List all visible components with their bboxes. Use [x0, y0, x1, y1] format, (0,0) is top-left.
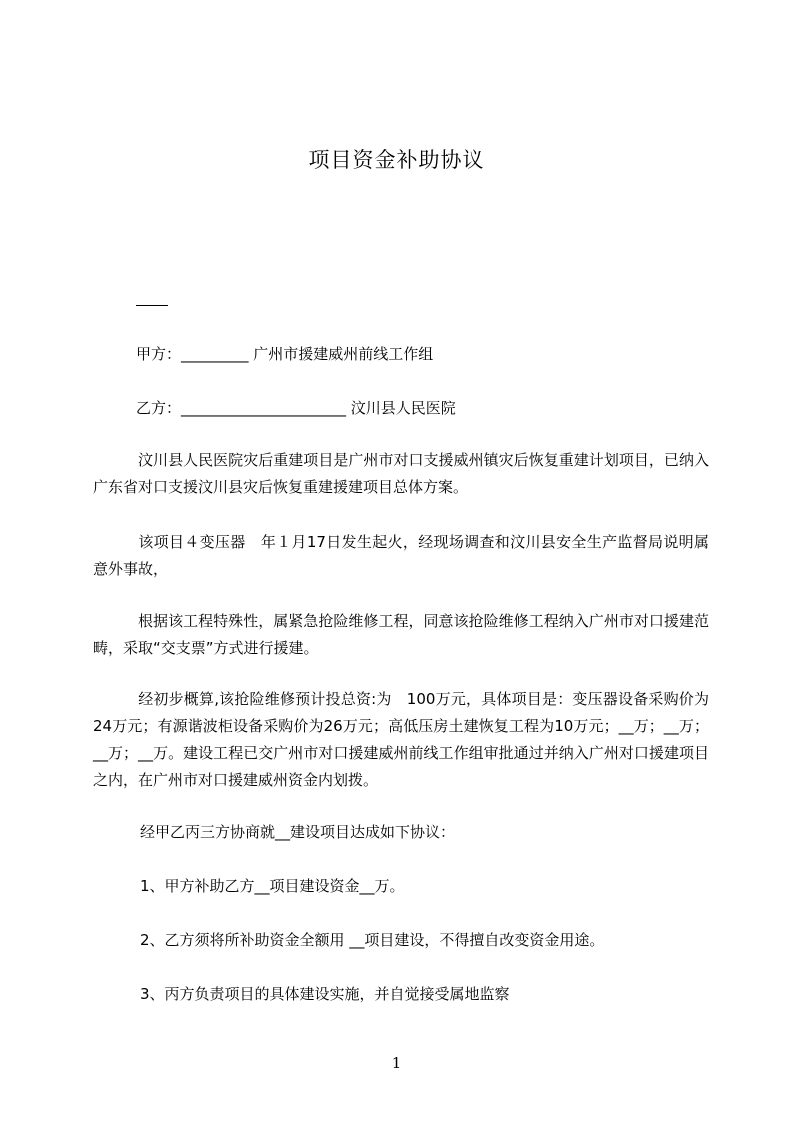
clause-2: 2、乙方须将所补助资金全额用 __项目建设，不得擅自改变资金用途。: [140, 931, 605, 949]
clause-3: 3、丙方负责项目的具体建设实施，并自觉接受属地监察: [140, 985, 510, 1003]
party-a-line: 甲方：_________ 广州市援建威州前线工作组: [136, 345, 434, 363]
paragraph-budget: 经初步概算,该抢险维修预计投总资:为 100万元，具体项目是：变压器设备采购价为24万元；有源谐波柜设备采购价为26万元；高低压房土建恢复工程为10万元；__万；__万；__万；__万。建设工程已交广州市对口援建威州前线工作组审批通过并纳入广州对口援建项目之内，在广州市对口援建威州资金内划拨。: [93, 690, 709, 789]
paragraph-agreement-intro: 经甲乙丙三方协商就__建设项目达成如下协议：: [140, 823, 456, 841]
paragraph-emergency-repair: 根据该工程特殊性，属紧急抢险维修工程，同意该抢险维修工程纳入广州市对口援建范畴，采取“交支票”方式进行援建。: [93, 612, 709, 657]
blank-underline: [136, 293, 168, 306]
page-number: 1: [391, 1054, 402, 1072]
paragraph-project-background: 汶川县人民医院灾后重建项目是广州市对口支援威州镇灾后恢复重建计划项目，已纳入广东省对口支援汶川县灾后恢复重建援建项目总体方案。: [93, 451, 709, 496]
clause-1: 1、甲方补助乙方__项目建设资金__万。: [140, 877, 405, 895]
party-b-line: 乙方：______________________ 汶川县人民医院: [136, 399, 456, 417]
document-title: 项目资金补助协议: [308, 148, 485, 172]
paragraph-incident: 该项目４变压器 年１月17日发生起火，经现场调查和汶川县安全生产监督局说明属意外事故，: [93, 533, 709, 578]
